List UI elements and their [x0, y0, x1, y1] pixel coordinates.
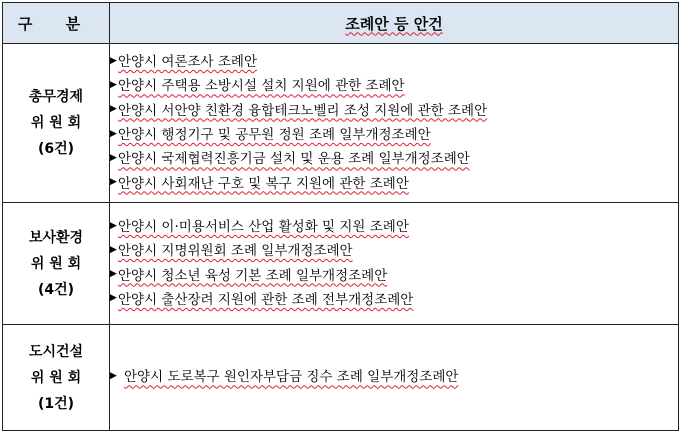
agenda-item [110, 288, 678, 312]
agenda-item [110, 50, 678, 74]
agenda-item-text: 안양시 출산장려 지원에 관한 조례 전부개정조례안 [118, 291, 414, 308]
agenda-item-text: 안양시 지명위원회 조례 일부개정조례안 [118, 243, 353, 260]
agenda-item [110, 123, 678, 147]
agenda-item [110, 74, 678, 98]
agenda-item [110, 99, 678, 123]
bullet-icon: ▶ [110, 244, 117, 255]
agenda-item-text: 안양시 사회재난 구호 및 복구 지원에 관한 조례안 [118, 175, 409, 192]
agenda-item-text: 안양시 여론조사 조례안 [118, 54, 257, 71]
bullet-icon: ▶ [110, 104, 117, 115]
agenda-item [110, 239, 678, 263]
agenda-item [110, 365, 678, 389]
committee-name: 총무경제 [28, 89, 84, 105]
bullet-icon: ▶ [110, 293, 117, 304]
committee-name-cell [3, 203, 110, 325]
agenda-table [2, 2, 679, 431]
committee-suffix: 위 원 회 [30, 255, 82, 272]
agenda-item-text: 안양시 청소년 육성 기본 조례 일부개정조례안 [118, 267, 388, 284]
agenda-header-text: 조례안 등 안건 [345, 14, 443, 33]
bullet-icon: ▶ [110, 80, 117, 91]
bullet-icon: ▶ [110, 269, 117, 280]
committee-name: 보사환경 [28, 229, 84, 246]
committee-name-cell [3, 325, 110, 431]
committee-name-cell [3, 44, 110, 203]
committee-suffix: 위 원 회 [30, 115, 82, 131]
agenda-item [110, 147, 678, 171]
committee-row [3, 325, 679, 431]
division-header: 구 분 [3, 3, 110, 44]
agenda-header [110, 3, 679, 44]
agenda-item [110, 264, 678, 288]
committee-name: 도시건설 [28, 343, 84, 360]
committee-count: (6건) [37, 141, 75, 157]
committee-count: (1건) [37, 395, 75, 412]
committee-row [3, 203, 679, 325]
bullet-icon: ▶ [110, 128, 117, 139]
committee-row [3, 44, 679, 203]
agenda-items-cell [110, 325, 679, 431]
agenda-item [110, 215, 678, 239]
agenda-item-text: 안양시 이·미용서비스 산업 활성화 및 지원 조례안 [118, 218, 409, 235]
agenda-item-text: 안양시 주택용 소방시설 설치 지원에 관한 조례안 [118, 78, 405, 95]
bullet-icon: ▶ [110, 177, 117, 188]
agenda-item [110, 172, 678, 196]
header-row [3, 3, 679, 44]
agenda-item-text: 안양시 행정기구 및 공무원 정원 조례 일부개정조례안 [118, 127, 431, 143]
agenda-item-text: 안양시 서안양 친환경 융합테크노벨리 조성 지원에 관한 조례안 [118, 102, 488, 119]
bullet-icon: ▶ [110, 55, 117, 66]
agenda-items-cell [110, 203, 679, 325]
bullet-icon: ▶ [110, 152, 117, 163]
bullet-icon: ▶ [110, 220, 117, 231]
agenda-item-text: 안양시 국제협력진흥기금 설치 및 운용 조례 일부개정조례안 [118, 151, 470, 168]
agenda-items-cell [110, 44, 679, 203]
bullet-icon: ▶ [110, 370, 117, 381]
agenda-item-text: 안양시 도로복구 원인자부담금 징수 조례 일부개정조례안 [124, 369, 459, 386]
committee-suffix: 위 원 회 [30, 369, 82, 386]
committee-count: (4건) [37, 281, 75, 298]
